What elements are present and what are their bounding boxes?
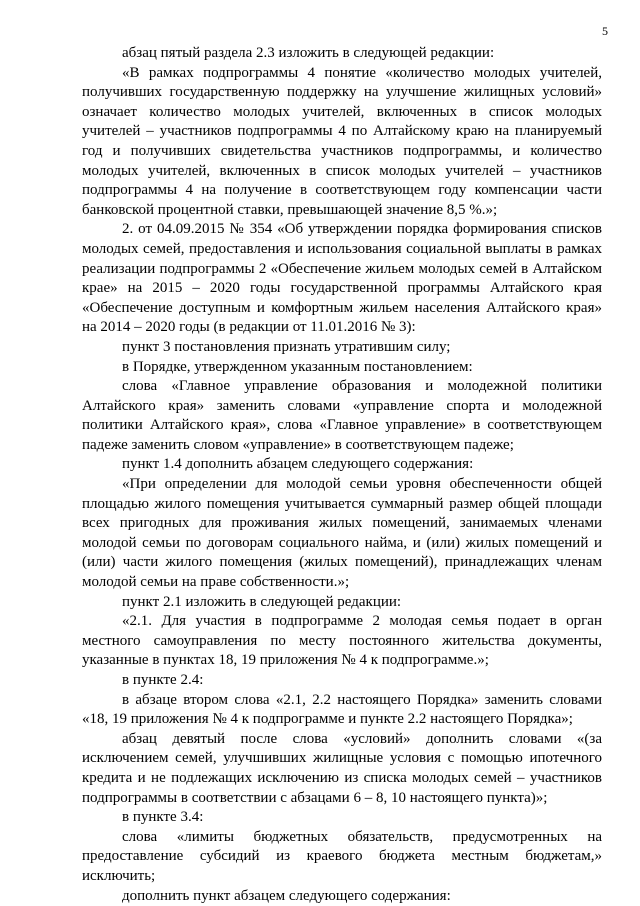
document-body — [82, 44, 602, 906]
paragraph: в абзаце втором слова «2.1, 2.2 настоящего Порядка» заменить словами «18, 19 приложения № 4 к подпрограмме и пункте 2.2 настоящего Порядка»; — [82, 691, 602, 728]
paragraph: 2. от 04.09.2015 № 354 «Об утверждении порядка формирования списков молодых семей, предоставления и использования социальной выплаты в рамках реализации подпрограммы 2 «Обеспечение жильем молодых семей в Алтайском крае» на 2015 – 2020 годы государственной программы Алтайского края «Обеспечение доступным и комфортным жильем населения Алтайского края» на 2014 – 2020 годы (в редакции от 11.01.2016 № 3): — [82, 221, 602, 336]
paragraph: «В рамках подпрограммы 4 понятие «количество молодых учителей, получивших государственную поддержку на улучшение жилищных условий» означает количество молодых учителей, включенных в список молодых учителей – участников подпрограммы 4 по Алтайскому краю на планируемый год и получивших свидетельства участников подпрограммы, и количество молодых учителей, включенных в список молодых учителей – участников подпрограммы 4 на получение в соответствующем году компенсации части банковской процентной ставки, превышающей значение 8,5 %.»; — [82, 64, 602, 218]
paragraph: пункт 2.1 изложить в следующей редакции: — [122, 593, 402, 610]
paragraph: «2.1. Для участия в подпрограмме 2 молодая семья подает в орган местного самоуправления по месту постоянного жительства документы, указанные в пунктах 18, 19 приложения № 4 к подпрограмме.»; — [82, 613, 602, 669]
paragraph: слова «Главное управление образования и молодежной политики Алтайского края» заменить словами «управление спорта и молодежной политики Алтайского края», слова «Главное управление» в соответствующем падеже заменить словом «управление» в соответствующем падеже; — [82, 378, 602, 453]
page-number: 5 — [602, 24, 608, 38]
paragraph: абзац девятый после слова «условий» дополнить словами «(за исключением семей, улучшивших жилищные условия с помощью ипотечного кредита и не подлежащих исключению из списка молодых семей – участников подпрограммы в соответствии с абзацами 6 – 8, 10 настоящего пункта)»; — [82, 730, 602, 806]
paragraph: дополнить пункт абзацем следующего содержания: — [122, 887, 451, 904]
paragraph: слова «лимиты бюджетных обязательств, предусмотренных на предоставление субсидий из краевого бюджета местным бюджетам,» исключить; — [82, 828, 602, 884]
paragraph: в Порядке, утвержденном указанным постановлением: — [122, 358, 473, 375]
paragraph: в пункте 2.4: — [122, 672, 204, 688]
paragraph: в пункте 3.4: — [122, 809, 204, 826]
paragraph: «При определении для молодой семьи уровня обеспеченности общей площадью жилого помещения учитывается суммарный размер общей площади всех пригодных для проживания жилых помещений, занимаемых членами молодой семьи по договорам социального найма, и (или) жилых помещений и (или) части жилого помещения (жилых помещений), принадлежащих членам молодой семьи на праве собственности.»; — [82, 476, 602, 591]
paragraph: пункт 1.4 дополнить абзацем следующего содержания: — [122, 456, 474, 473]
paragraph: абзац пятый раздела 2.3 изложить в следующей редакции: — [122, 45, 495, 61]
paragraph: пункт 3 постановления признать утратившим силу; — [122, 338, 451, 355]
